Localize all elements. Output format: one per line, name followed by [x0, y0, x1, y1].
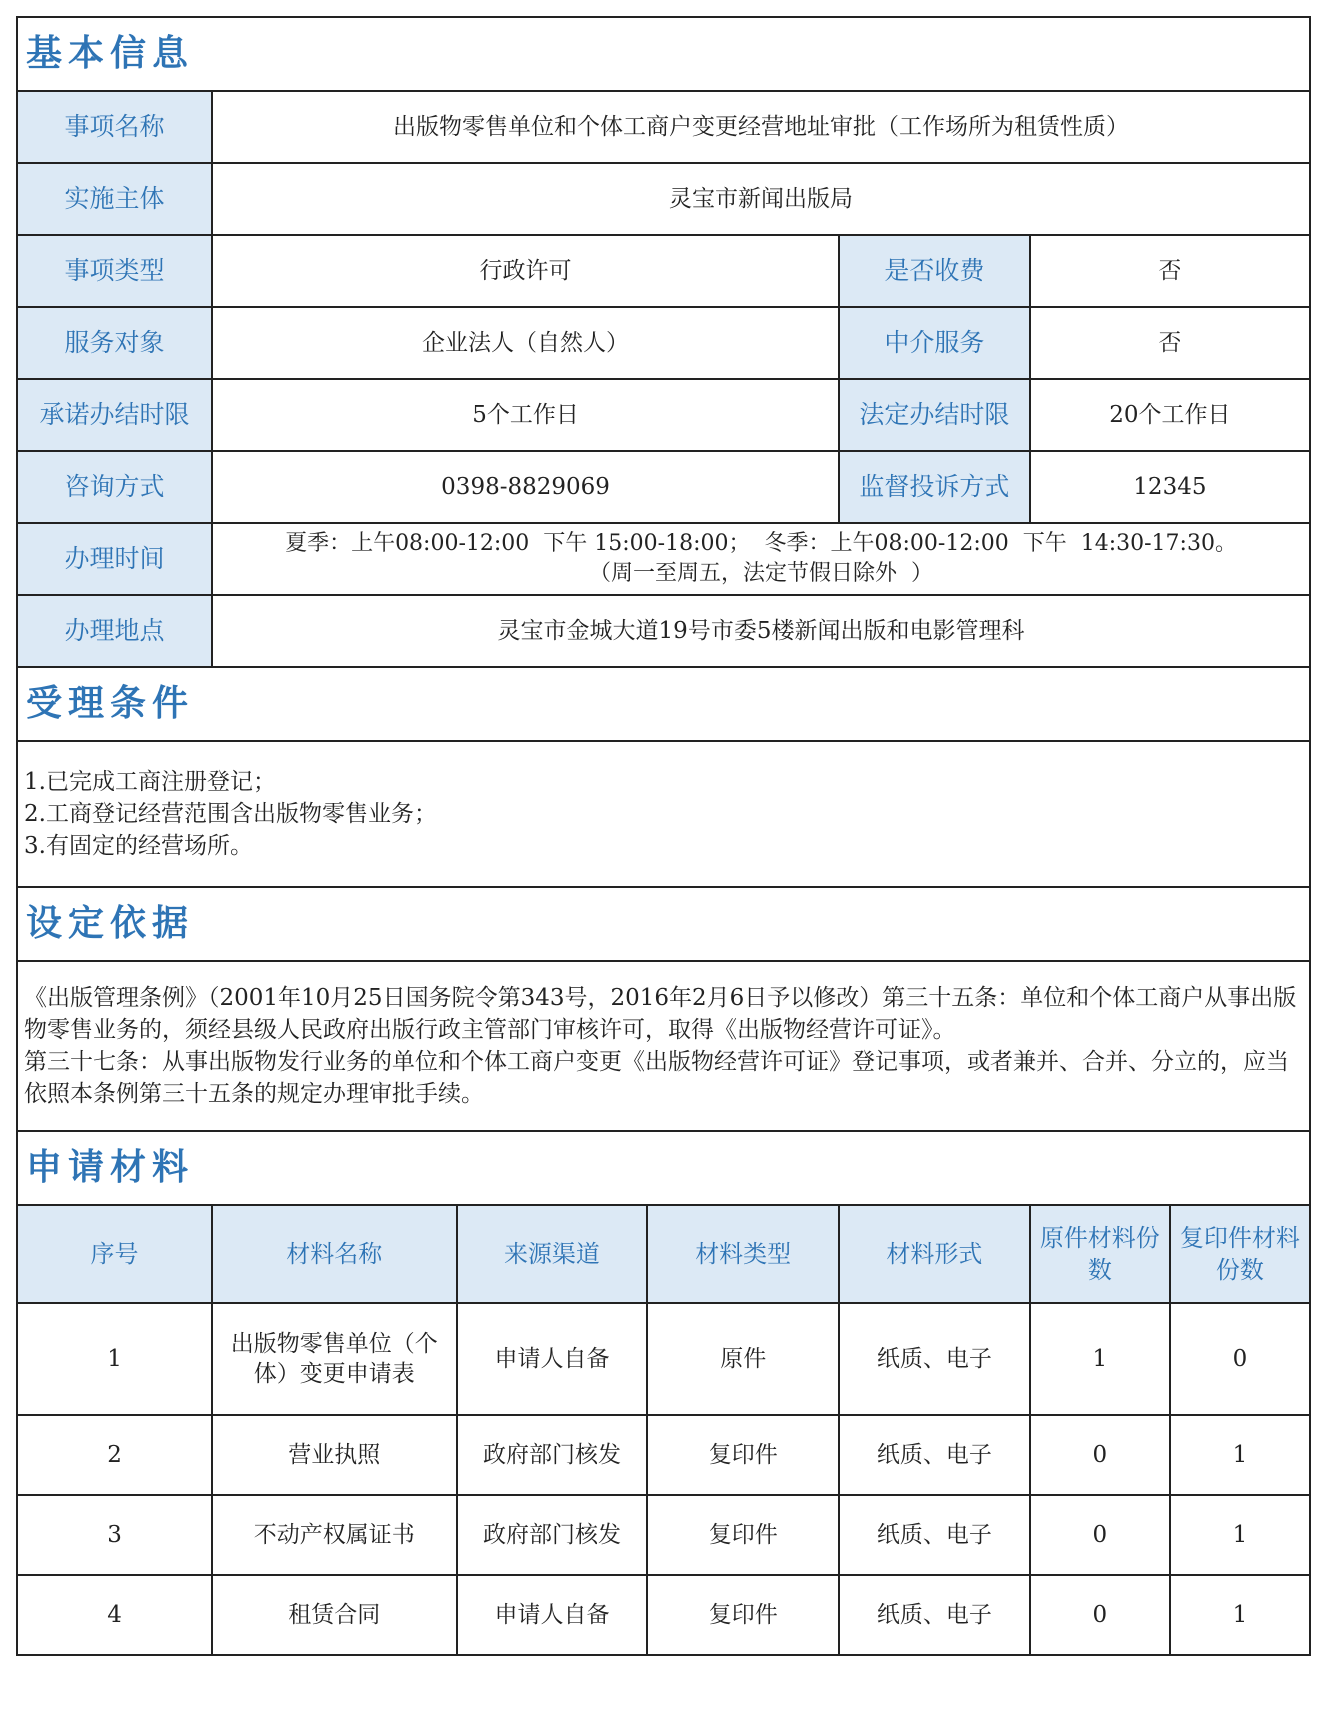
- material-name: 租赁合同: [212, 1575, 457, 1655]
- value-complaint: 12345: [1030, 451, 1310, 523]
- conditions-list: [17, 741, 1310, 887]
- section-title-materials: 申请材料: [17, 1131, 1310, 1205]
- basis-paragraph: 《出版管理条例》（2001年10月25日国务院令第343号，2016年2月6日予以修改）第三十五条：单位和个体工商户从事出版物零售业务的，须经县级人民政府出版行政主管部门审核许可，取得《出版物经营许可证》。: [24, 985, 1297, 1043]
- material-source: 申请人自备: [457, 1575, 648, 1655]
- guide-table: [16, 16, 1311, 1656]
- section-title-conditions: 受理条件: [17, 667, 1310, 741]
- value-legal-limit: 20个工作日: [1030, 379, 1310, 451]
- label-location: 办理地点: [17, 595, 212, 667]
- value-service-target: 企业法人（自然人）: [212, 307, 839, 379]
- material-source: 申请人自备: [457, 1303, 648, 1415]
- materials-header-index: 序号: [17, 1205, 212, 1303]
- material-original-count: 0: [1030, 1495, 1170, 1575]
- table-row: [17, 1415, 1310, 1495]
- label-consult: 咨询方式: [17, 451, 212, 523]
- value-item-type: 行政许可: [212, 235, 839, 307]
- table-row: [17, 1575, 1310, 1655]
- material-type: 原件: [647, 1303, 839, 1415]
- material-form: 纸质、电子: [839, 1575, 1030, 1655]
- material-type: 复印件: [647, 1415, 839, 1495]
- materials-header-copy-count: 复印件材料份数: [1170, 1205, 1310, 1303]
- materials-header-type: 材料类型: [647, 1205, 839, 1303]
- condition-item: 1.已完成工商注册登记；: [24, 769, 276, 795]
- material-type: 复印件: [647, 1495, 839, 1575]
- material-index: 4: [17, 1575, 212, 1655]
- material-form: 纸质、电子: [839, 1303, 1030, 1415]
- label-promised-limit: 承诺办结时限: [17, 379, 212, 451]
- condition-item: 3.有固定的经营场所。: [24, 833, 253, 859]
- material-index: 2: [17, 1415, 212, 1495]
- label-fee: 是否收费: [839, 235, 1030, 307]
- material-original-count: 0: [1030, 1575, 1170, 1655]
- material-name: 不动产权属证书: [212, 1495, 457, 1575]
- materials-header-name: 材料名称: [212, 1205, 457, 1303]
- label-agency: 中介服务: [839, 307, 1030, 379]
- materials-header-source: 来源渠道: [457, 1205, 648, 1303]
- hours-line-1: 夏季：上午08:00-12:00 下午 15:00-18:00； 冬季：上午08:00-12:00 下午 14:30-17:30。: [285, 531, 1237, 556]
- material-type: 复印件: [647, 1575, 839, 1655]
- material-copy-count: 1: [1170, 1575, 1310, 1655]
- material-form: 纸质、电子: [839, 1415, 1030, 1495]
- material-copy-count: 1: [1170, 1415, 1310, 1495]
- value-agency: 否: [1030, 307, 1310, 379]
- section-title-basis: 设定依据: [17, 887, 1310, 961]
- label-item-type: 事项类型: [17, 235, 212, 307]
- basis-text: [17, 961, 1310, 1131]
- hours-line-2: （周一至周五，法定节假日除外 ）: [589, 561, 933, 586]
- material-index: 3: [17, 1495, 212, 1575]
- materials-header-original-count: 原件材料份数: [1030, 1205, 1170, 1303]
- value-item-name: 出版物零售单位和个体工商户变更经营地址审批（工作场所为租赁性质）: [212, 91, 1310, 163]
- material-source: 政府部门核发: [457, 1495, 648, 1575]
- section-title-basic-info: 基本信息: [17, 17, 1310, 91]
- material-source: 政府部门核发: [457, 1415, 648, 1495]
- value-implementer: 灵宝市新闻出版局: [212, 163, 1310, 235]
- service-guide-sheet: [16, 16, 1311, 1656]
- material-copy-count: 1: [1170, 1495, 1310, 1575]
- label-complaint: 监督投诉方式: [839, 451, 1030, 523]
- label-hours: 办理时间: [17, 523, 212, 595]
- material-form: 纸质、电子: [839, 1495, 1030, 1575]
- material-original-count: 1: [1030, 1303, 1170, 1415]
- value-promised-limit: 5个工作日: [212, 379, 839, 451]
- label-implementer: 实施主体: [17, 163, 212, 235]
- material-copy-count: 0: [1170, 1303, 1310, 1415]
- basis-paragraph: 第三十七条：从事出版物发行业务的单位和个体工商户变更《出版物经营许可证》登记事项，或者兼并、合并、分立的，应当依照本条例第三十五条的规定办理审批手续。: [24, 1049, 1289, 1107]
- value-consult: 0398-8829069: [212, 451, 839, 523]
- condition-item: 2.工商登记经营范围含出版物零售业务；: [24, 801, 437, 827]
- table-row: [17, 1303, 1310, 1415]
- materials-header-form: 材料形式: [839, 1205, 1030, 1303]
- table-row: [17, 1495, 1310, 1575]
- value-location: 灵宝市金城大道19号市委5楼新闻出版和电影管理科: [212, 595, 1310, 667]
- value-hours: [212, 523, 1310, 595]
- material-original-count: 0: [1030, 1415, 1170, 1495]
- material-name: 出版物零售单位（个体）变更申请表: [212, 1303, 457, 1415]
- label-item-name: 事项名称: [17, 91, 212, 163]
- material-name: 营业执照: [212, 1415, 457, 1495]
- label-legal-limit: 法定办结时限: [839, 379, 1030, 451]
- material-index: 1: [17, 1303, 212, 1415]
- value-fee: 否: [1030, 235, 1310, 307]
- label-service-target: 服务对象: [17, 307, 212, 379]
